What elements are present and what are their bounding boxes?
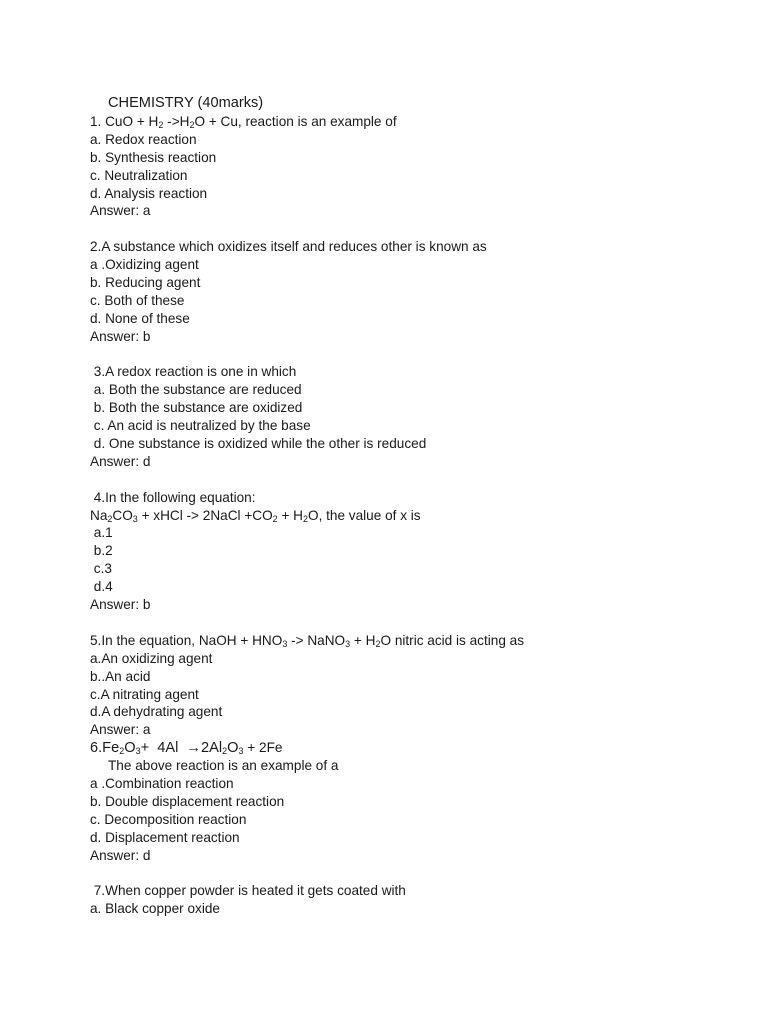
answer: Answer: a (90, 722, 151, 738)
equation: $Na_2CO_3$ + xHCl -> 2NaCl $+CO_2 + H_2O$, the value of x is (90, 507, 421, 524)
option: b..An acid (90, 668, 151, 684)
option: d. One substance is oxidized while the other is reduced (90, 436, 427, 452)
option: a. Both the substance are reduced (90, 382, 302, 398)
option: a .Combination reaction (90, 775, 234, 791)
option: c. Both of these (90, 292, 185, 308)
answer: Answer: d (90, 453, 151, 469)
option: a. Black copper oxide (90, 901, 220, 917)
option: b. Reducing agent (90, 275, 201, 291)
document-page (90, 94, 750, 918)
question-7: 7.When copper powder is heated it gets coated with (90, 883, 406, 899)
option: a.1 (90, 525, 113, 541)
question-4: 4.In the following equation: (90, 489, 256, 505)
question-5: 5.In the equation, NaOH + $HNO_3$ -> NaNO$_3$ + $H_2O$ nitric acid is acting as (90, 632, 525, 649)
option: d.A dehydrating agent (90, 704, 223, 720)
option: c. Decomposition reaction (90, 811, 247, 827)
option: b.2 (90, 543, 113, 559)
option: a. Redox reaction (90, 131, 197, 147)
question-6-equation: $6.Fe_2O_3+ 4Al \to 2Al_2O_3 + 2Fe$ (90, 740, 283, 757)
option: d. None of these (90, 310, 190, 326)
question-3: 3.A redox reaction is one in which (90, 364, 297, 380)
option: d. Displacement reaction (90, 829, 240, 845)
option: b. Both the substance are oxidized (90, 400, 303, 416)
answer: Answer: b (90, 328, 151, 344)
option: a .Oxidizing agent (90, 257, 199, 273)
option: c.A nitrating agent (90, 686, 199, 702)
option: c. An acid is neutralized by the base (90, 418, 311, 434)
option: d. Analysis reaction (90, 185, 208, 201)
question-6: The above reaction is an example of a (108, 758, 339, 774)
option: b. Double displacement reaction (90, 793, 285, 809)
option: a.An oxidizing agent (90, 650, 213, 666)
answer: Answer: a (90, 203, 151, 219)
option: d.4 (90, 579, 113, 595)
question-2: 2.A substance which oxidizes itself and reduces other is known as (90, 239, 487, 255)
question-1: 1. CuO + $H_2$ $->H_2O + Cu$, reaction is an example of (90, 114, 397, 130)
option: b. Synthesis reaction (90, 149, 217, 165)
answer: Answer: d (90, 847, 151, 863)
option: c. Neutralization (90, 167, 188, 183)
option: c.3 (90, 561, 112, 577)
answer: Answer: b (90, 597, 151, 613)
page-title: CHEMISTRY (40marks) (108, 95, 264, 111)
